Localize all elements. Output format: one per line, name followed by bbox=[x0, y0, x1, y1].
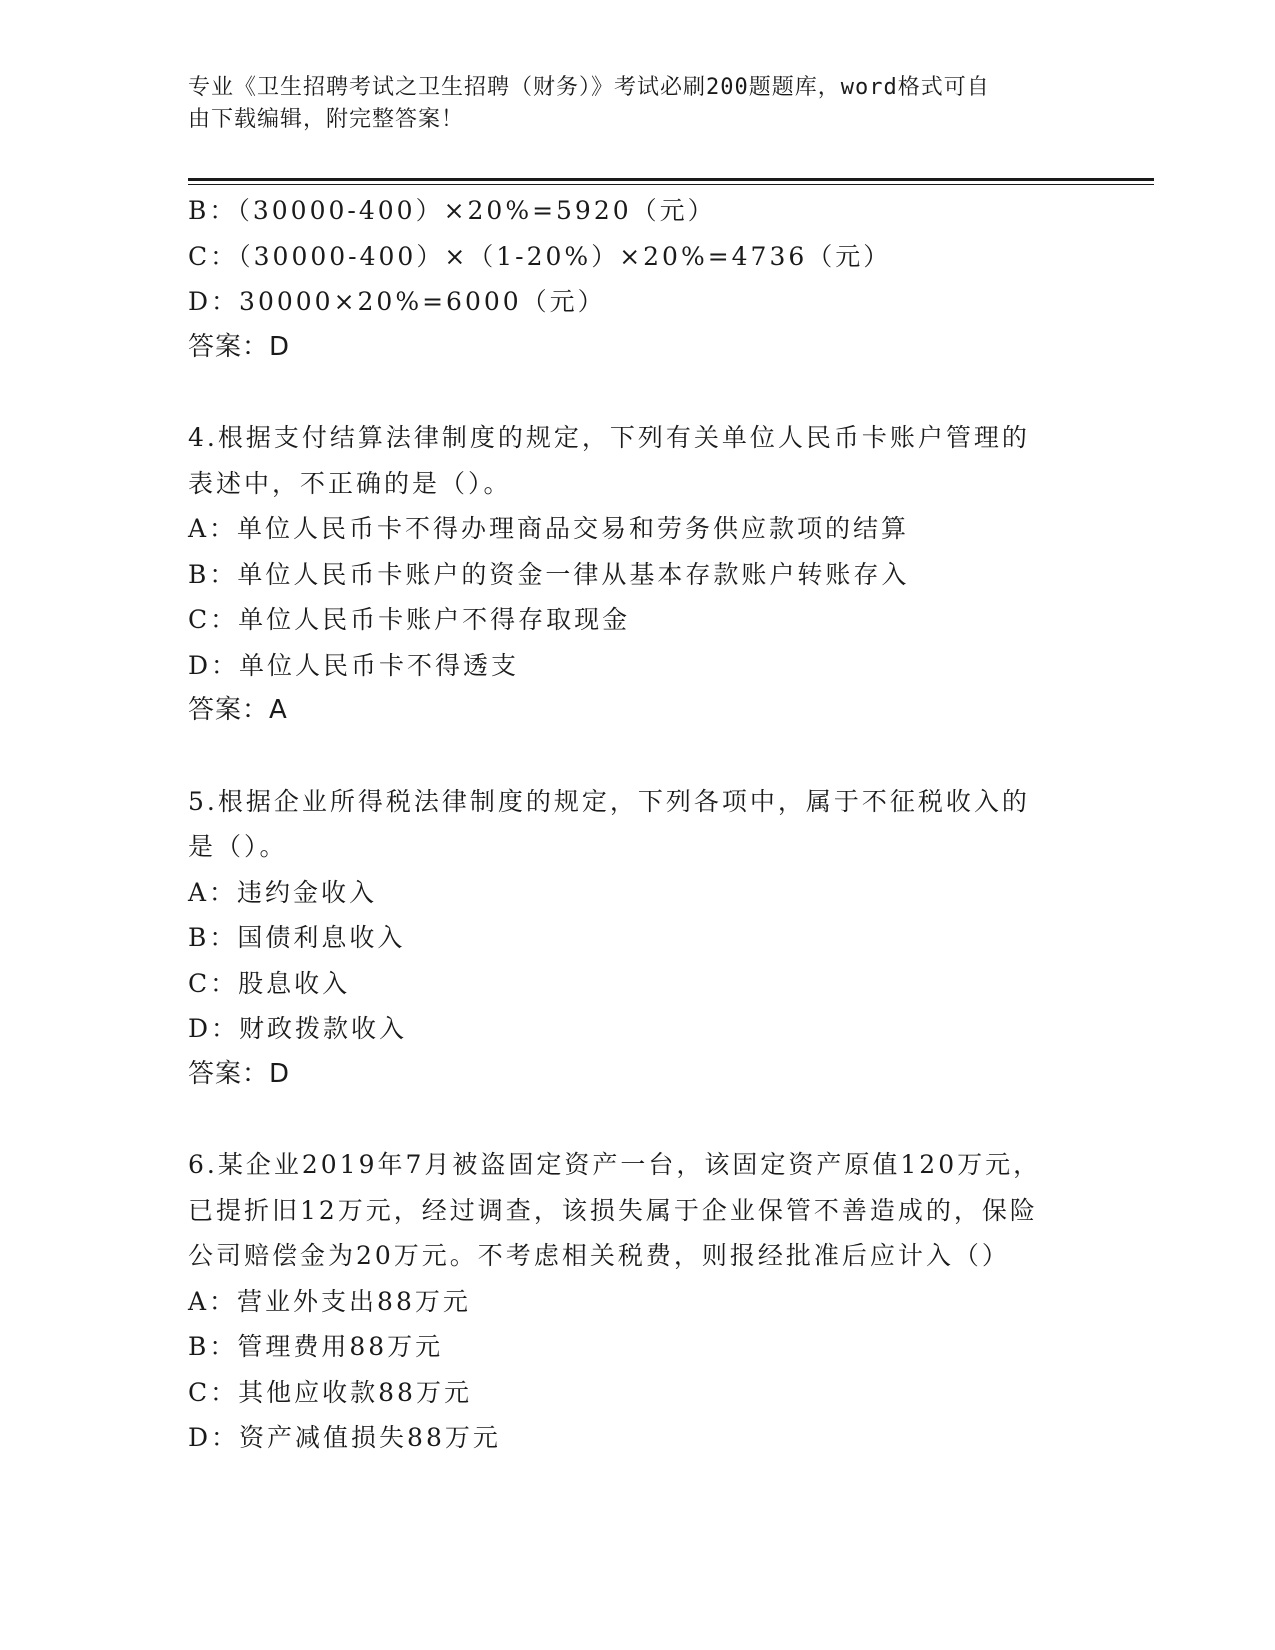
option-c: C：（30000-400）×（1-20%）×20%=4736（元） bbox=[188, 241, 892, 271]
question-5 bbox=[188, 779, 1088, 1098]
option-c: C：单位人民币卡账户不得存取现金 bbox=[188, 605, 631, 634]
header-rule-thin bbox=[188, 184, 1154, 185]
option-b: B：（30000-400）×20%=5920（元） bbox=[188, 196, 716, 225]
option-d: D：30000×20%=6000（元） bbox=[188, 287, 606, 316]
header-line-1: 专业《卫生招聘考试之卫生招聘（财务）》考试必刷200题题库，word格式可自 bbox=[188, 75, 990, 100]
option-b: B：管理费用88万元 bbox=[188, 1332, 444, 1361]
question-stem-line: 表述中，不正确的是（）。 bbox=[188, 468, 512, 498]
question-stem-line: 已提折旧12万元，经过调查，该损失属于企业保管不善造成的，保险 bbox=[188, 1195, 1038, 1225]
option-a: A：违约金收入 bbox=[188, 877, 378, 907]
spacer bbox=[188, 370, 1088, 415]
question-stem-line: 6.某企业2019年7月被盗固定资产一台，该固定资产原值120万元， bbox=[188, 1150, 1042, 1179]
question-3-continued bbox=[188, 188, 1088, 370]
option-a: A：单位人民币卡不得办理商品交易和劳务供应款项的结算 bbox=[188, 514, 910, 543]
answer-line: 答案：A bbox=[188, 695, 288, 725]
header-line-2: 由下载编辑，附完整答案！ bbox=[188, 107, 465, 132]
document-header bbox=[188, 72, 1068, 136]
header-rule-thick bbox=[188, 178, 1154, 181]
question-4 bbox=[188, 415, 1088, 734]
option-b: B：国债利息收入 bbox=[188, 923, 406, 952]
option-c: C：股息收入 bbox=[188, 968, 351, 998]
question-stem-line: 4.根据支付结算法律制度的规定，下列有关单位人民币卡账户管理的 bbox=[188, 423, 1030, 452]
option-b: B：单位人民币卡账户的资金一律从基本存款账户转账存入 bbox=[188, 559, 910, 589]
option-d: D：资产减值损失88万元 bbox=[188, 1423, 501, 1452]
spacer bbox=[188, 1097, 1088, 1142]
option-d: D：财政拨款收入 bbox=[188, 1014, 408, 1043]
question-stem-line: 是（）。 bbox=[188, 832, 288, 861]
question-6 bbox=[188, 1142, 1088, 1461]
option-c: C：其他应收款88万元 bbox=[188, 1377, 472, 1407]
answer-line: 答案：D bbox=[188, 331, 291, 362]
question-stem-line: 5.根据企业所得税法律制度的规定，下列各项中，属于不征税收入的 bbox=[188, 786, 1030, 816]
answer-line: 答案：D bbox=[188, 1058, 291, 1089]
question-stem-line: 公司赔偿金为20万元。不考虑相关税费，则报经批准后应计入（） bbox=[188, 1241, 1010, 1270]
spacer bbox=[188, 734, 1088, 779]
option-a: A：营业外支出88万元 bbox=[188, 1286, 471, 1316]
document-body bbox=[188, 188, 1088, 1461]
option-d: D：单位人民币卡不得透支 bbox=[188, 650, 520, 680]
